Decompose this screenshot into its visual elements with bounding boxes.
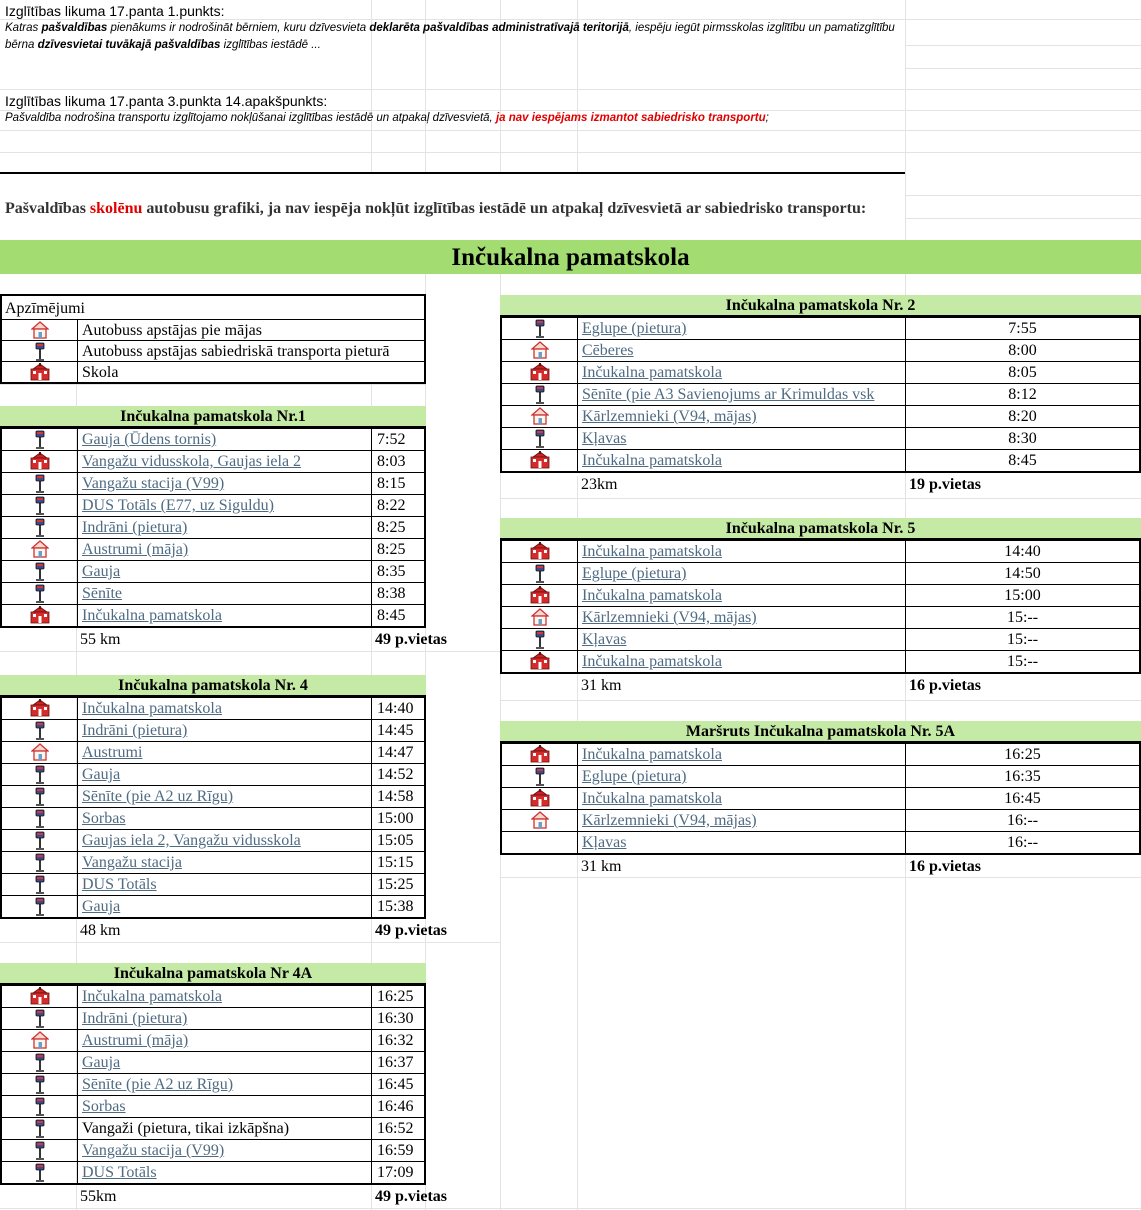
stop-row [502, 629, 1139, 651]
bus-stop-icon [2, 852, 78, 873]
stop-name: Vangaži (pietura, tikai izkāpšna) [82, 1120, 290, 1137]
empty-icon-cell [502, 832, 578, 853]
stop-row [2, 473, 424, 495]
stop-link[interactable]: Kļavas [582, 430, 627, 447]
stop-link[interactable]: Inčukalna pamatskola [582, 746, 722, 763]
house-icon [502, 810, 578, 831]
house-icon [502, 607, 578, 628]
house-icon [2, 320, 78, 341]
house-icon [2, 742, 78, 763]
stop-link[interactable]: Gauja [82, 766, 121, 783]
stop-time: 15:38 [371, 896, 424, 917]
stop-link[interactable]: Gaujas iela 2, Vangažu vidusskola [82, 832, 301, 849]
stop-time: 15:05 [371, 830, 424, 851]
law2-title: Izglītības likuma 17.panta 3.punkta 14.apakšpunkts: [5, 93, 328, 109]
stop-time: 16:46 [371, 1096, 424, 1117]
stop-row [2, 1074, 424, 1096]
stop-link[interactable]: Inčukalna pamatskola [582, 790, 722, 807]
route-seats: 49 p.vietas [375, 922, 447, 939]
stop-time: 7:55 [905, 318, 1139, 339]
stop-row [502, 318, 1139, 340]
stop-time: 8:22 [371, 495, 424, 516]
route-stops [0, 427, 426, 628]
route-distance: 48 km [80, 922, 121, 939]
stop-time: 8:25 [371, 517, 424, 538]
stop-time: 8:12 [905, 384, 1139, 405]
stop-link[interactable]: Kārlzemnieki (V94, mājas) [582, 408, 757, 425]
route-seats: 16 p.vietas [909, 677, 981, 694]
stop-row [502, 810, 1139, 832]
stop-link[interactable]: Sorbas [82, 1098, 126, 1115]
heading-fragment: skolēnu [89, 200, 143, 217]
legend-row [2, 362, 424, 383]
stop-link[interactable]: Inčukalna pamatskola [582, 452, 722, 469]
route-distance: 23km [581, 476, 618, 493]
stop-row [502, 340, 1139, 362]
stop-link[interactable]: Inčukalna pamatskola [582, 587, 722, 604]
text-fragment: pašvaldības [41, 22, 108, 34]
bus-stop-icon [2, 341, 78, 362]
bus-stop-icon [2, 429, 78, 450]
stop-row [2, 808, 424, 830]
stop-row [2, 561, 424, 583]
bus-stop-icon [2, 1140, 78, 1161]
stop-row [2, 698, 424, 720]
stop-time: 8:45 [371, 605, 424, 626]
stop-time: 15:00 [371, 808, 424, 829]
bus-stop-icon [2, 764, 78, 785]
route-stops [0, 984, 426, 1185]
stop-row [2, 451, 424, 473]
bus-stop-icon [502, 563, 578, 584]
stop-row [502, 788, 1139, 810]
stop-link[interactable]: Gauja [82, 898, 121, 915]
text-fragment: , iespēju iegūt pirmsskolas izglītību un pamatizglītību bērna [5, 22, 895, 51]
stop-row [2, 764, 424, 786]
stop-link[interactable]: Eglupe (pietura) [582, 565, 687, 582]
stop-time: 8:00 [905, 340, 1139, 361]
stop-link[interactable]: Vangažu vidusskola, Gaujas iela 2 [82, 453, 302, 470]
stop-link[interactable]: Gauja [82, 1054, 121, 1071]
heading-fragment: autobusu grafiki, ja nav iespēja nokļūt izglītības iestādē un atpakaļ dzīvesvietā ar sabiedrisko transportu: [142, 200, 867, 217]
text-fragment: ; [765, 112, 769, 124]
route-title: Inčukalna pamatskola Nr. 4 [0, 675, 426, 697]
route-stops [500, 316, 1141, 473]
stop-link[interactable]: Inčukalna pamatskola [582, 543, 722, 560]
stop-row [502, 362, 1139, 384]
stop-time: 14:52 [371, 764, 424, 785]
bus-stop-icon [2, 517, 78, 538]
stop-time: 8:25 [371, 539, 424, 560]
school-icon [2, 605, 78, 626]
stop-time: 16:-- [905, 810, 1139, 831]
legend-table [0, 294, 426, 384]
stop-link[interactable]: Austrumi (māja) [82, 1032, 189, 1049]
stop-link[interactable]: Sēnīte [82, 585, 122, 602]
stop-time: 8:15 [371, 473, 424, 494]
stop-link[interactable]: Eglupe (pietura) [582, 320, 687, 337]
stop-row [2, 1030, 424, 1052]
stop-row [2, 742, 424, 764]
stop-row [2, 874, 424, 896]
route-distance: 55km [80, 1188, 117, 1205]
law1-title: Izglītības likuma 17.panta 1.punkts: [5, 3, 225, 19]
route-seats: 49 p.vietas [375, 631, 447, 648]
stop-time: 14:40 [905, 541, 1139, 562]
bus-stop-icon [2, 720, 78, 741]
bus-stop-icon [2, 830, 78, 851]
stop-time: 15:25 [371, 874, 424, 895]
stop-time: 8:05 [905, 362, 1139, 383]
school-icon [2, 698, 78, 719]
stop-row [502, 766, 1139, 788]
stop-time: 8:03 [371, 451, 424, 472]
route-distance: 31 km [581, 858, 622, 875]
text-fragment: dzīvesvietai tuvākajā pašvaldības [37, 39, 221, 51]
route-title: Inčukalna pamatskola Nr.1 [0, 406, 426, 428]
school-icon [502, 788, 578, 809]
school-icon [2, 362, 78, 383]
stop-time: 16:37 [371, 1052, 424, 1073]
route-distance: 55 km [80, 631, 121, 648]
stop-link[interactable]: Cēberes [582, 342, 634, 359]
stop-link[interactable]: DUS Totāls [82, 876, 157, 893]
stop-link[interactable]: Inčukalna pamatskola [582, 364, 722, 381]
house-icon [502, 406, 578, 427]
stop-link[interactable]: Indrāni (pietura) [82, 722, 188, 739]
text-fragment: ja nav iespējams izmantot sabiedrisko transportu [495, 112, 766, 124]
stop-row [2, 986, 424, 1008]
route-title: Inčukalna pamatskola Nr. 2 [500, 295, 1141, 317]
text-fragment: Pašvaldība nodrošina transportu izglītojamo nokļūšanai izglītības iestādē un atpakaļ dzīvesvietā, [5, 112, 496, 124]
heading-fragment: Pašvaldības [5, 200, 90, 217]
stop-row [2, 539, 424, 561]
stop-link[interactable]: Inčukalna pamatskola [82, 988, 222, 1005]
stop-time: 16:32 [371, 1030, 424, 1051]
stop-row [2, 1052, 424, 1074]
stop-link[interactable]: Kārlzemnieki (V94, mājas) [582, 812, 757, 829]
stop-time: 8:30 [905, 428, 1139, 449]
stop-time: 15:-- [905, 607, 1139, 628]
text-fragment: izglītības iestādē ... [220, 39, 321, 51]
stop-time: 14:40 [371, 698, 424, 719]
house-icon [502, 340, 578, 361]
stop-link[interactable]: DUS Totāls [82, 1164, 157, 1181]
school-icon [502, 585, 578, 606]
legend-row [2, 320, 424, 341]
stop-time: 16:30 [371, 1008, 424, 1029]
stop-time: 16:59 [371, 1140, 424, 1161]
stop-row [2, 583, 424, 605]
stop-link[interactable]: Kļavas [582, 631, 627, 648]
stop-time: 16:25 [371, 986, 424, 1007]
stop-row [502, 744, 1139, 766]
stop-link[interactable]: Vangažu stacija (V99) [82, 1142, 225, 1159]
stop-link[interactable]: Inčukalna pamatskola [582, 653, 722, 670]
stop-link[interactable]: DUS Totāls (E77, uz Siguldu) [82, 497, 274, 514]
school-banner: Inčukalna pamatskola [0, 240, 1141, 274]
stop-row [502, 832, 1139, 854]
stop-link[interactable]: Indrāni (pietura) [82, 519, 188, 536]
stop-link[interactable]: Sēnīte (pie A2 uz Rīgu) [82, 1076, 234, 1093]
legend-title: Apzīmējumi [5, 300, 85, 317]
stop-time: 17:09 [371, 1162, 424, 1183]
stop-link[interactable]: Gauja [82, 563, 121, 580]
stop-row [2, 1118, 424, 1140]
stop-link[interactable]: Austrumi [82, 744, 143, 761]
stop-time: 15:-- [905, 651, 1139, 672]
bus-stop-icon [2, 896, 78, 917]
section-heading [5, 198, 895, 219]
school-icon [502, 362, 578, 383]
stop-time: 16:52 [371, 1118, 424, 1139]
bus-stop-icon [2, 473, 78, 494]
route-seats: 49 p.vietas [375, 1188, 447, 1205]
stop-row [502, 406, 1139, 428]
school-icon [502, 450, 578, 471]
stop-row [502, 563, 1139, 585]
stop-time: 16:45 [905, 788, 1139, 809]
stop-row [2, 1162, 424, 1184]
house-icon [2, 1030, 78, 1051]
route-seats: 16 p.vietas [909, 858, 981, 875]
law2-text [5, 110, 900, 127]
text-fragment: deklarēta pašvaldības administratīvajā teritorijā [369, 22, 629, 34]
stop-row [2, 429, 424, 451]
route-title: Maršruts Inčukalna pamatskola Nr. 5A [500, 721, 1141, 743]
house-icon [2, 539, 78, 560]
bus-stop-icon [502, 766, 578, 787]
stop-row [502, 428, 1139, 450]
bus-stop-icon [2, 583, 78, 604]
route-stops [0, 696, 426, 919]
stop-row [2, 830, 424, 852]
route-stops [500, 539, 1141, 674]
stop-row [2, 852, 424, 874]
text-fragment: pienākums ir nodrošināt bērniem, kuru dzīvesvieta [107, 22, 370, 34]
stop-time: 7:52 [371, 429, 424, 450]
stop-row [502, 384, 1139, 406]
stop-time: 14:45 [371, 720, 424, 741]
route-title: Inčukalna pamatskola Nr 4A [0, 963, 426, 985]
bus-stop-icon [2, 1162, 78, 1183]
bus-stop-icon [2, 808, 78, 829]
route-stops [500, 742, 1141, 855]
bus-stop-icon [2, 495, 78, 516]
stop-row [502, 450, 1139, 472]
stop-time: 16:25 [905, 744, 1139, 765]
stop-time: 14:58 [371, 786, 424, 807]
route-title: Inčukalna pamatskola Nr. 5 [500, 518, 1141, 540]
stop-time: 15:15 [371, 852, 424, 873]
stop-link[interactable]: Kārlzemnieki (V94, mājas) [582, 609, 757, 626]
stop-time: 8:35 [371, 561, 424, 582]
bus-stop-icon [502, 318, 578, 339]
school-icon [502, 541, 578, 562]
bus-stop-icon [502, 384, 578, 405]
bus-stop-icon [2, 874, 78, 895]
stop-time: 14:50 [905, 563, 1139, 584]
school-icon [2, 451, 78, 472]
stop-time: 8:45 [905, 450, 1139, 471]
stop-row [2, 786, 424, 808]
stop-link[interactable]: Sēnīte (pie A2 uz Rīgu) [82, 788, 234, 805]
stop-time: 15:-- [905, 629, 1139, 650]
bus-stop-icon [2, 1052, 78, 1073]
stop-link[interactable]: Inčukalna pamatskola [82, 700, 222, 717]
stop-link[interactable]: Vangažu stacija [82, 854, 182, 871]
stop-row [502, 607, 1139, 629]
stop-row [2, 1008, 424, 1030]
stop-time: 16:-- [905, 832, 1139, 853]
stop-link[interactable]: Austrumi (māja) [82, 541, 189, 558]
stop-link[interactable]: Vangažu stacija (V99) [82, 475, 225, 492]
bus-stop-icon [2, 1074, 78, 1095]
route-distance: 31 km [581, 677, 622, 694]
legend-row [2, 341, 424, 362]
stop-link[interactable]: Gauja (Ūdens tornis) [82, 431, 217, 448]
stop-link[interactable]: Sorbas [82, 810, 126, 827]
school-icon [502, 651, 578, 672]
stop-link[interactable]: Indrāni (pietura) [82, 1010, 188, 1027]
stop-time: 15:00 [905, 585, 1139, 606]
bus-stop-icon [2, 1008, 78, 1029]
stop-time: 8:20 [905, 406, 1139, 427]
stop-row [2, 1096, 424, 1118]
bus-stop-icon [502, 629, 578, 650]
stop-time: 14:47 [371, 742, 424, 763]
school-icon [502, 744, 578, 765]
stop-time: 16:45 [371, 1074, 424, 1095]
text-fragment: Katras [5, 22, 42, 34]
stop-link[interactable]: Inčukalna pamatskola [82, 607, 222, 624]
stop-row [2, 1140, 424, 1162]
stop-link[interactable]: Sēnīte (pie A3 Savienojums ar Krimuldas vsk [582, 386, 875, 403]
bus-stop-icon [2, 786, 78, 807]
bus-stop-icon [2, 561, 78, 582]
stop-link[interactable]: Eglupe (pietura) [582, 768, 687, 785]
stop-row [2, 896, 424, 918]
stop-row [2, 495, 424, 517]
stop-row [2, 517, 424, 539]
stop-row [502, 585, 1139, 607]
stop-row [2, 605, 424, 627]
bus-stop-icon [2, 1096, 78, 1117]
stop-time: 16:35 [905, 766, 1139, 787]
legend-label: Autobuss apstājas pie mājas [82, 322, 262, 339]
route-seats: 19 p.vietas [909, 476, 981, 493]
stop-link[interactable]: Kļavas [582, 834, 627, 851]
stop-row [502, 541, 1139, 563]
stop-row [502, 651, 1139, 673]
legend-label: Autobuss apstājas sabiedriskā transporta pieturā [82, 343, 390, 360]
stop-time: 8:38 [371, 583, 424, 604]
legend-label: Skola [82, 364, 119, 381]
bus-stop-icon [502, 428, 578, 449]
stop-row [2, 720, 424, 742]
school-icon [2, 986, 78, 1007]
bus-stop-icon [2, 1118, 78, 1139]
law1-text [5, 20, 900, 54]
